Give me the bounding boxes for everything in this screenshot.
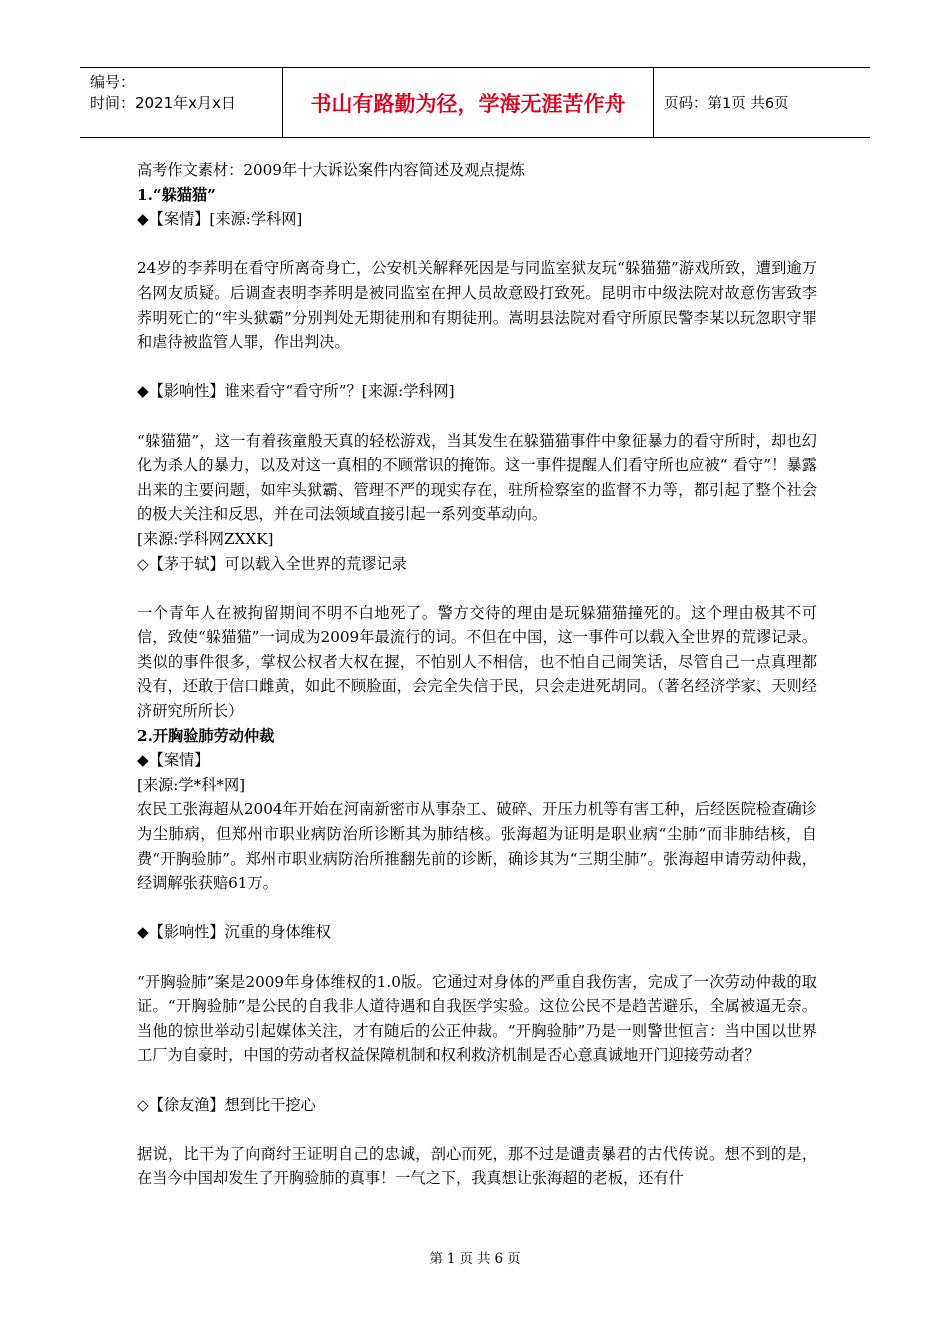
section-1-impact-text: “躲猫猫”，这一有着孩童般天真的轻松游戏，当其发生在躲猫猫事件中象征暴力的看守所时，却也幻化为杀人的暴力，以及对这一真相的不顾常识的掩饰。这一事件提醒人们看守所也应被“ 看守”！暴露出来的主要问题，如牢头狱霸、管理不严的现实存在，驻所检察室的监督不力等，都引起了整个社会的极大关注和反思，并在司法领域直接引起一系列变革动向。: [137, 431, 817, 524]
spacer: [137, 1068, 817, 1093]
spacer: [137, 576, 817, 601]
footer-page-number: 1: [446, 1251, 456, 1267]
section-1-impact-label: ◆【影响性】谁来看守“看守所”？[来源:学科网]: [137, 382, 455, 401]
document-number-label: 编号：: [90, 73, 136, 91]
header-table: [80, 67, 870, 138]
spacer: [137, 232, 817, 257]
spacer: [137, 355, 817, 380]
section-2-opinion-label: ◇【徐友渔】想到比干挖心: [137, 1095, 316, 1114]
section-2-heading: 2.开胸验肺劳动仲裁: [137, 726, 275, 745]
spacer: [137, 896, 817, 921]
spacer: [137, 945, 817, 970]
section-1-opinion-text: 一个青年人在被拘留期间不明不白地死了。警方交待的理由是玩躲猫猫撞死的。这个理由极其不可信，致使“躲猫猫”一词成为2009年最流行的词。不但在中国，这一事件可以载入全世界的荒谬记录。类似的事件很多，掌权公权者大权在握，不怕别人不相信，也不怕自己闹笑话，尽管自己一点真理都没有，还敢于信口雌黄，如此不顾脸面，会完全失信于民，只会走进死胡同。（著名经济学家、天则经济研究所所长）: [137, 603, 817, 721]
section-1-source: [来源:学科网ZXXK]: [137, 529, 274, 548]
header-motto: 书山有路勤为径，学海无涯苦作舟: [282, 68, 654, 137]
document-date-label: 时间：2021年x月x日: [90, 94, 236, 112]
header-page-info: 页码：第1页 共6页: [664, 96, 789, 112]
section-1-opinion-label: ◇【茅于轼】可以载入全世界的荒谬记录: [137, 554, 407, 573]
spacer: [137, 1117, 817, 1142]
section-2-opinion-text: 据说，比干为了向商纣王证明自己的忠诚，剖心而死，那不过是谴责暴君的古代传说。想不到的是，在当今中国却发生了开胸验肺的真事！一气之下，我真想让张海超的老板，还有什: [137, 1144, 817, 1188]
footer-ye: 页: [459, 1251, 473, 1267]
footer-di: 第: [429, 1251, 443, 1267]
section-1-case-label: ◆【案情】[来源:学科网]: [137, 210, 303, 229]
footer-ye: 页: [507, 1251, 521, 1267]
footer-gong: 共: [477, 1251, 491, 1267]
section-2-impact-text: “开胸验肺”案是2009年身体维权的1.0版。它通过对身体的严重自我伤害，完成了一次劳动仲裁的取证。“开胸验肺”是公民的自我非人道待遇和自我医学实验。这位公民不是趋苦避乐，全属被逼无奈。当他的惊世举动引起媒体关注，才有随后的公正仲裁。“开胸验肺”乃是一则警世恒言：当中国以世界工厂为自豪时，中国的劳动者权益保障机制和权利救济机制是否心意真诚地开门迎接劳动者？: [137, 972, 817, 1065]
header-left-cell: [80, 68, 282, 137]
footer-total-pages: 6: [494, 1251, 504, 1267]
section-2-case-text: 农民工张海超从2004年开始在河南新密市从事杂工、破碎、开压力机等有害工种，后经医院检查确诊为尘肺病，但郑州市职业病防治所诊断其为肺结核。张海超为证明是职业病“尘肺”而非肺结核，自费“开胸验肺”。郑州市职业病防治所推翻先前的诊断，确诊其为“三期尘肺”。张海超申请劳动仲裁，经调解张获赔61万。: [137, 800, 817, 893]
section-2-case-label: ◆【案情】: [137, 751, 210, 770]
section-1-heading: 1.“躲猫猫”: [137, 185, 216, 204]
spacer: [137, 404, 817, 429]
document-body: [137, 158, 817, 1191]
page-footer: [0, 1247, 950, 1267]
document-title: 高考作文素材：2009年十大诉讼案件内容简述及观点提炼: [137, 161, 525, 179]
section-1-case-text: 24岁的李荞明在看守所离奇身亡，公安机关解释死因是与同监室狱友玩“躲猫猫”游戏所致，遭到逾万名网友质疑。后调查表明李荞明是被同监室在押人员故意殴打致死。昆明市中级法院对故意伤害致李荞明死亡的“牢头狱霸”分别判处无期徒刑和有期徒刑。嵩明县法院对看守所原民警李某以玩忽职守罪和虐待被监管人罪，作出判决。: [137, 259, 817, 352]
section-2-impact-label: ◆【影响性】沉重的身体维权: [137, 923, 331, 942]
section-2-source: [来源:学*科*网]: [137, 775, 246, 794]
